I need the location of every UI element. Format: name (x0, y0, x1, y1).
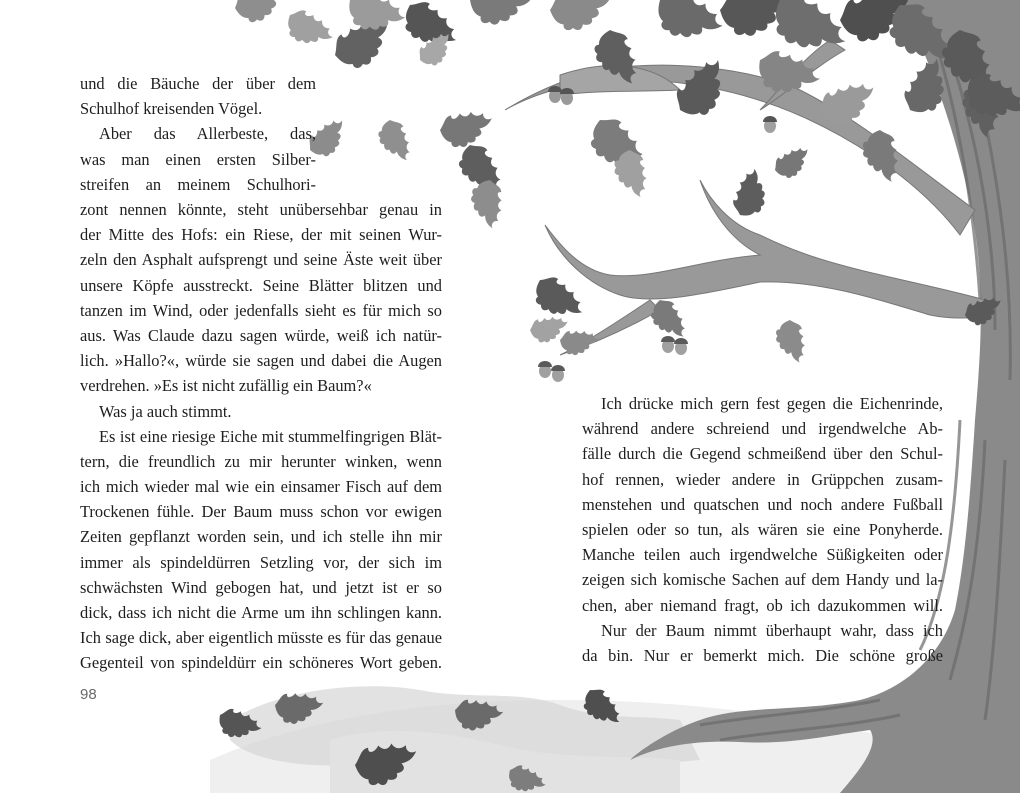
text-line: ich mich wieder mal wie ein einsamer Fisch auf dem (80, 477, 442, 497)
text-line: Ich drücke mich gern fest gegen die Eichenrinde, (601, 394, 943, 413)
text-line: tern, die freundlich zu mir herunter winken, wenn (80, 451, 442, 471)
left-column-top-text (80, 71, 316, 197)
text-line: Manche teilen auch irgendwelche Süßigkeiten oder (582, 545, 943, 565)
text-line: zeln den Asphalt aufsprengt und seine Äste weit über (80, 250, 442, 270)
text-line: schwächsten Wind gebogen hat, und jetzt ist er so (80, 577, 442, 597)
text-line: Ich sage dick, aber eigentlich müsste es für das genaue (80, 628, 442, 648)
text-line: verdrehen. »Es ist nicht zufällig ein Baum?« (80, 376, 372, 396)
text-line: Nur der Baum nimmt überhaupt wahr, dass ich (601, 620, 943, 640)
text-line: Zeiten gepflanzt worden sein, und ich stelle ihn mir (80, 527, 442, 547)
text-line: der Mitte des Hofs: ein Riese, der mit seinen Wur- (80, 225, 442, 245)
text-line: chen, aber niemand fragt, ob ich dazukommen will. (582, 595, 943, 615)
text-line: Schulhof kreisenden Vögel. (80, 99, 263, 119)
text-line: hof rennen, wieder andere in Grüppchen zusam- (582, 469, 943, 489)
text-line: fälle durch die Gegend schmeißend über den Schul- (582, 444, 943, 464)
text-line: aus. Was Claude dazu sagen würde, weiß ich natür- (80, 325, 442, 345)
text-line: und die Bäuche der über dem (80, 74, 316, 93)
text-line: Aber das Allerbeste, das, (99, 124, 316, 144)
text-line: lich. »Hallo?«, würde sie sagen und dabei die Augen (80, 351, 442, 371)
text-line: Gegenteil von spindeldürr ein schöneres Wort geben. (80, 653, 442, 673)
text-line: streifen an meinem Schulhori- (80, 174, 316, 194)
text-line: was man einen ersten Silber- (80, 149, 316, 169)
text-line: Was ja auch stimmt. (99, 401, 232, 421)
text-line: tanzen im Wind, oder jedenfalls sieht es für mich so (80, 300, 442, 320)
text-line: dick, dass ich nicht die Arme um ihn schlingen kann. (80, 603, 442, 622)
text-line: Trockenen fühle. Der Baum muss schon vor ewigen (80, 502, 442, 522)
text-line: menstehen und quatschen und noch andere Fußball (582, 494, 943, 514)
right-column-text (582, 391, 943, 668)
text-line: unsere Köpfe ausstreckt. Seine Blätter blitzen und (80, 275, 442, 295)
text-line: immer als spindeldürren Setzling vor, der sich im (80, 552, 442, 572)
text-line: spielen oder so tun, als wären sie eine Ponyherde. (582, 519, 943, 539)
left-column-main-text (80, 197, 442, 676)
text-line: zont nennen könnte, steht unübersehbar genau in (80, 200, 442, 219)
page-number: 98 (80, 686, 97, 703)
text-line: zeigen sich komische Sachen auf dem Handy und la- (582, 570, 943, 590)
text-line: da bin. Nur er bemerkt mich. Die schöne große (582, 645, 943, 665)
text-line: Es ist eine riesige Eiche mit stummelfingrigen Blät- (99, 426, 442, 446)
text-line: während andere schreiend und irgendwelche Ab- (582, 419, 943, 439)
